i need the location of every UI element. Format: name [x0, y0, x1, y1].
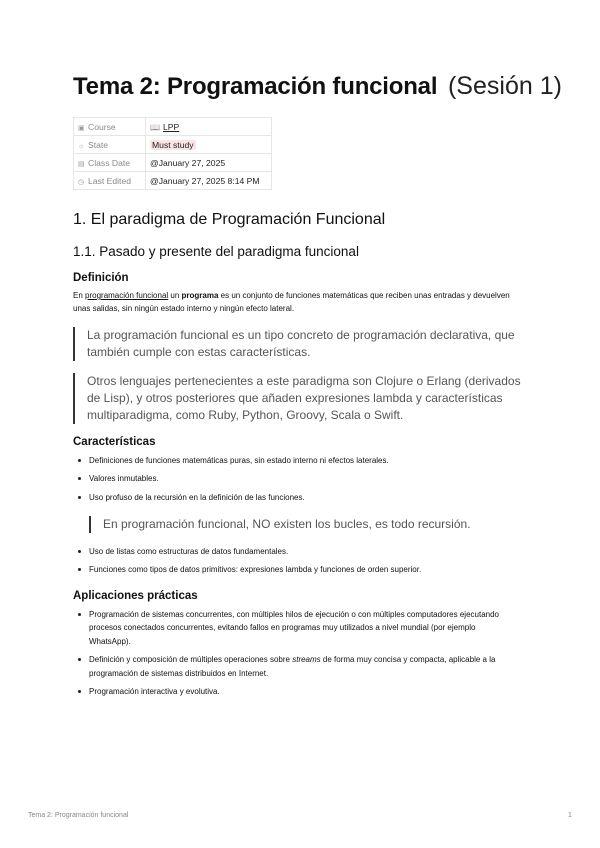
quote-recursion: En programación funcional, NO existen los bucles, es todo recursión.	[89, 516, 523, 533]
page-number: 1	[568, 812, 572, 819]
properties-table	[73, 117, 272, 190]
property-key: Course	[88, 121, 116, 132]
tag-icon: 📖	[150, 122, 160, 132]
programa-bold: programa	[181, 291, 219, 300]
property-row-course	[74, 118, 272, 136]
property-key: Last Edited	[88, 175, 131, 186]
caracteristicas-list	[73, 454, 518, 504]
list-item: Uso profuso de la recursión en la definición de las funciones.	[73, 491, 518, 504]
quote-lenguajes: Otros lenguajes pertenecientes a este paradigma son Clojure o Erlang (derivados de Lisp), y otros posteriores que añaden expresiones lambda y características multiparadigma, como Ruby, Python, Groovy, Scala o Swift.	[73, 373, 532, 424]
subsection-heading: 1.1. Pasado y presente del paradigma funcional	[73, 244, 359, 259]
list-item: Uso de listas como estructuras de datos fundamentales.	[73, 545, 518, 558]
calendar-icon: ▤	[78, 160, 85, 168]
list-item: Programación interactiva y evolutiva.	[73, 685, 518, 698]
page-title	[73, 70, 562, 103]
aplicaciones-list	[73, 608, 518, 698]
caracteristicas-list-b	[73, 545, 518, 577]
list-item: Valores inmutables.	[73, 472, 518, 485]
caracteristicas-heading: Características	[73, 436, 156, 448]
definicion-heading: Definición	[73, 272, 129, 284]
property-row-class-date	[74, 154, 272, 172]
course-link[interactable]: LPP	[162, 121, 180, 132]
streams-emphasis: streams	[292, 655, 321, 665]
quote-declarativa: La programación funcional es un tipo concreto de programación declarativa, que también cumple con estas características.	[73, 327, 527, 361]
class-date-value: @January 27, 2025	[146, 154, 272, 172]
definicion-paragraph: En programación funcional un programa es un conjunto de funciones matemáticas que reciben unas entradas y devuelven unas salidas, sin ningún estado interno y ningún efecto lateral.	[73, 291, 510, 314]
title-main: Tema 2: Programación funcional	[73, 73, 438, 100]
title-session: (Sesión 1)	[447, 72, 562, 100]
state-badge: Must study	[152, 139, 194, 150]
property-row-state	[74, 136, 272, 154]
list-item: Definiciones de funciones matemáticas puras, sin estado interno ni efectos laterales.	[73, 454, 518, 467]
property-row-last-edited	[74, 172, 272, 190]
status-icon: ☼	[78, 142, 85, 150]
last-edited-value: @January 27, 2025 8:14 PM	[146, 172, 272, 190]
list-item: Programación de sistemas concurrentes, con múltiples hilos de ejecución o con múltiples computadores ejecutando procesos conectados concurrentes, evitando fallos en programas muy utilizados a nivel mundial (por ejemplo WhatsApp).	[73, 608, 518, 648]
aplicaciones-heading: Aplicaciones prácticas	[73, 590, 198, 602]
programacion-funcional-link[interactable]: programación funcional	[85, 291, 169, 300]
list-item: Definición y composición de múltiples operaciones sobre streams de forma muy concisa y compacta, aplicable a la programación de sistemas distribuidos en Internet.	[73, 653, 518, 680]
book-icon: ▣	[78, 124, 85, 132]
list-item: Funciones como tipos de datos primitivos: expresiones lambda y funciones de orden superior.	[73, 563, 518, 576]
footer-title: Tema 2: Programación funcional	[28, 812, 129, 819]
property-key: Class Date	[88, 157, 131, 168]
property-key: State	[88, 139, 109, 150]
section-heading: 1. El paradigma de Programación Funcional	[73, 211, 386, 228]
clock-icon: ◷	[78, 178, 85, 186]
